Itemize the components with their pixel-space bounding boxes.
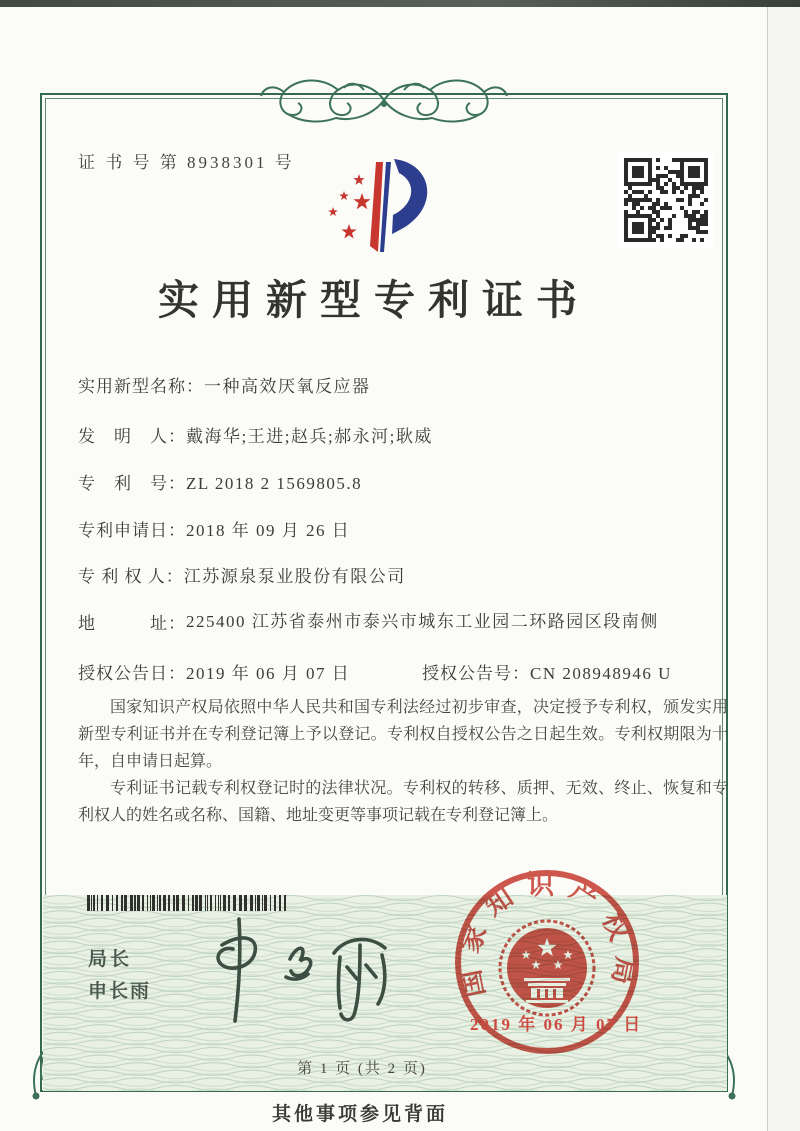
field-grant-number (422, 659, 672, 684)
field-label: 专 利 权 人： (78, 567, 184, 586)
field-address (78, 609, 672, 635)
certificate-border-frame (40, 93, 728, 1092)
field-label: 专利申请日： (78, 521, 186, 540)
handwritten-signature (192, 915, 422, 1025)
field-value: 江苏源泉泵业股份有限公司 (183, 567, 406, 586)
certificate-number: 证 书 号 第 8938301 号 (78, 153, 295, 172)
qr-code (618, 152, 714, 248)
director-title-label: 局长 (88, 949, 133, 970)
field-value: ZL 2018 2 1569805.8 (186, 474, 363, 493)
cnipa-logo-icon (314, 150, 446, 262)
barcode (87, 895, 287, 911)
field-utility-model-name (78, 372, 371, 397)
field-patent-number (78, 469, 362, 494)
field-label: 授权公告号： (422, 664, 530, 683)
field-label: 授权公告日： (78, 664, 186, 683)
field-value: 2019 年 06 月 07 日 (186, 664, 351, 683)
field-inventors (78, 422, 433, 447)
field-value: 225400 江苏省泰州市泰兴市城东工业园二环路园区段南侧 (186, 612, 659, 631)
page-number: 第 1 页 (共 2 页) (297, 1061, 427, 1077)
field-grant-publication (78, 659, 672, 684)
field-value: 2018 年 09 月 26 日 (186, 521, 351, 540)
seal-date: 2019 年 06 月 07 日 (470, 1015, 643, 1034)
field-value: 戴海华;王进;赵兵;郝永河;耿威 (186, 427, 433, 446)
field-label: 地 址： (78, 614, 186, 633)
certificate-title: 实用新型专利证书 (158, 277, 590, 323)
field-filing-date (78, 516, 350, 541)
field-label: 发 明 人： (78, 427, 186, 446)
legal-paragraph-2: 专利证书记载专利权登记时的法律状况。专利权的转移、质押、无效、终止、恢复和专利权人的姓名或名称、国籍、地址变更等事项记载在专利登记簿上。 (78, 780, 728, 824)
field-value: 一种高效厌氧反应器 (204, 377, 371, 396)
paper-edge-right (767, 7, 800, 1131)
field-value: CN 208948946 U (530, 664, 672, 683)
director-name-label: 申长雨 (88, 981, 152, 1002)
border-ornament-top (259, 64, 509, 126)
back-side-note: 其他事项参见背面 (271, 1104, 448, 1125)
field-label: 实用新型名称： (78, 377, 204, 396)
legal-statement (78, 694, 728, 829)
field-patentee (78, 562, 406, 587)
field-label: 专 利 号： (78, 474, 186, 493)
scan-edge-top (0, 0, 800, 7)
seal-text: 国家知识产权局 (452, 870, 642, 1000)
legal-paragraph-1: 国家知识产权局依照中华人民共和国专利法经过初步审查，决定授予专利权，颁发实用新型专利证书并在专利登记簿上予以登记。专利权自授权公告之日起生效。专利权期限为十年，自申请日起算。 (78, 699, 728, 770)
